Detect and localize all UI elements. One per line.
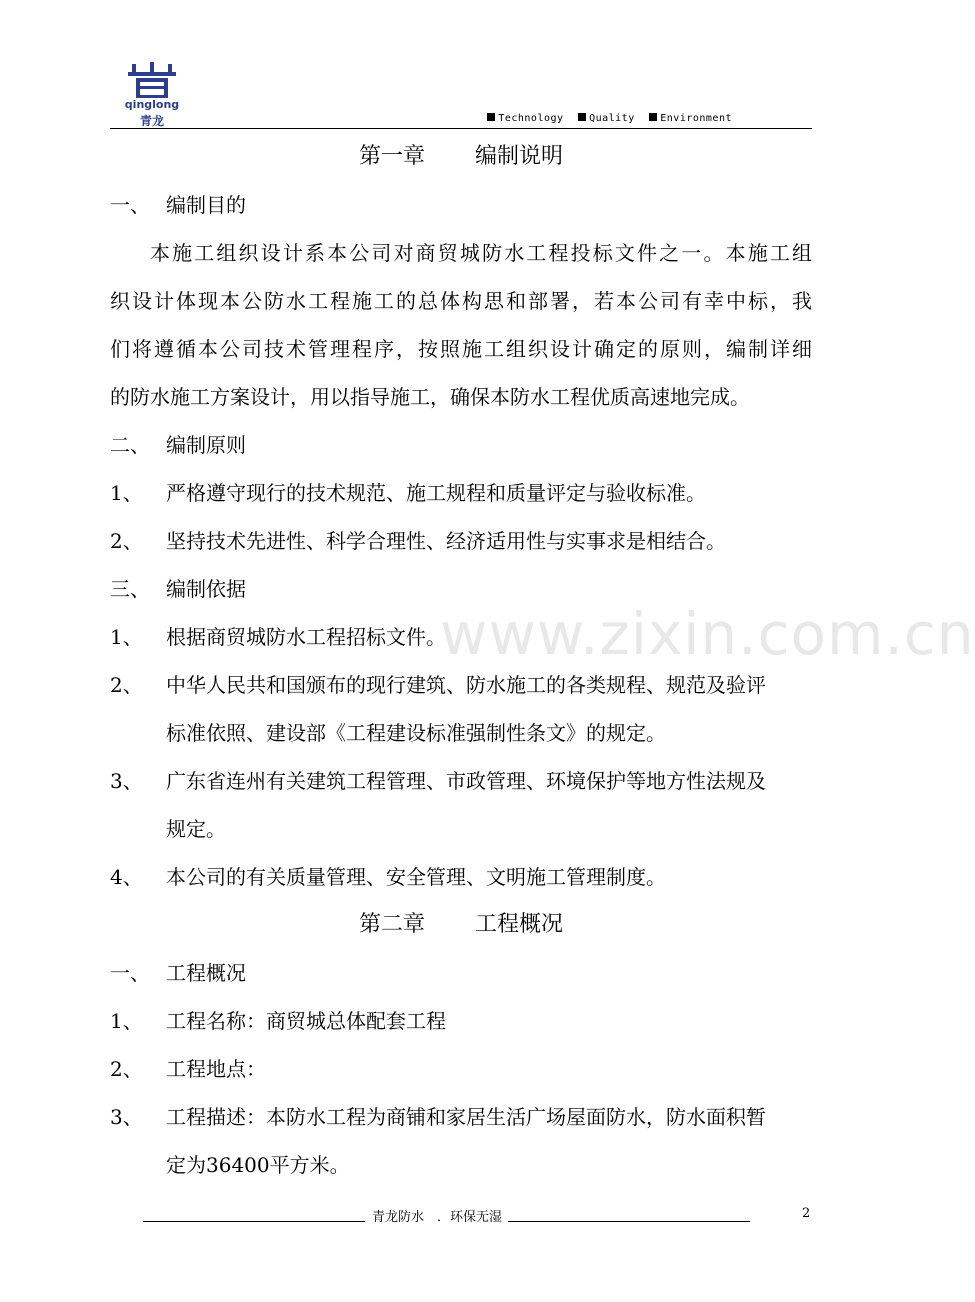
chapter-1-heading: 第一章 编制说明 [358, 144, 564, 169]
list-item: 1、 严格遵守现行的技术规范、施工规程和质量评定与验收标准。 [110, 481, 706, 505]
section-heading: 一、 工程概况 [110, 961, 246, 985]
footer-rule-left [143, 1221, 365, 1222]
logo-wordmark: qinglong [124, 98, 180, 111]
company-logo [104, 62, 200, 128]
list-item: 2、 中华人民共和国颁布的现行建筑、防水施工的各类规程、规范及验评 [110, 673, 766, 697]
footer-rule-right [508, 1221, 750, 1222]
section-heading: 一、 编制目的 [110, 193, 246, 217]
list-item: 2、 坚持技术先进性、科学合理性、经济适用性与实事求是相结合。 [110, 529, 726, 553]
header-tagline [487, 113, 740, 124]
list-item-continuation: 标准依照、建设部《工程建设标准强制性条文》的规定。 [166, 721, 666, 745]
paragraph-line: 们将遵循本公司技术管理程序，按照施工组织设计确定的原则，编制详细 [110, 337, 812, 361]
paragraph-line: 本施工组织设计系本公司对商贸城防水工程投标文件之一。本施工组 [150, 241, 812, 265]
tagline-item-quality: Quality [578, 113, 635, 124]
square-bullet-icon [649, 113, 657, 121]
list-item: 4、 本公司的有关质量管理、安全管理、文明施工管理制度。 [110, 865, 666, 889]
square-bullet-icon [578, 113, 586, 121]
list-item-continuation: 规定。 [166, 817, 226, 841]
paragraph-line: 的防水施工方案设计，用以指导施工，确保本防水工程优质高速地完成。 [110, 385, 750, 409]
square-bullet-icon [487, 113, 495, 121]
tagline-item-environment: Environment [649, 113, 732, 124]
list-item: 1、 工程名称：商贸城总体配套工程 [110, 1009, 446, 1033]
watermark: www.zixin.com.cn [440, 600, 975, 668]
page-number: 2 [802, 1206, 811, 1221]
footer-slogan: 青龙防水 ．环保无湿 [372, 1210, 503, 1225]
page-footer [0, 1206, 920, 1232]
list-item: 3、 工程描述：本防水工程为商铺和家居生活广场屋面防水，防水面积暂 [110, 1105, 766, 1129]
tagline-item-technology: Technology [487, 113, 563, 124]
list-item: 1、 根据商贸城防水工程招标文件。 [110, 625, 446, 649]
list-item-continuation: 定为36400平方米。 [166, 1153, 350, 1177]
section-heading: 二、 编制原则 [110, 433, 246, 457]
list-item: 3、 广东省连州有关建筑工程管理、市政管理、环境保护等地方性法规及 [110, 769, 766, 793]
logo-chinese-name: 青龙 [139, 114, 164, 128]
paragraph-line: 织设计体现本公防水工程施工的总体构思和部署，若本公司有幸中标，我 [110, 289, 812, 313]
list-item: 2、 工程地点： [110, 1057, 266, 1081]
qinglong-logo-icon [126, 62, 178, 100]
document-body [110, 133, 812, 1189]
section-heading: 三、 编制依据 [110, 577, 246, 601]
header-rule [110, 128, 812, 129]
chapter-2-heading: 第二章 工程概况 [358, 912, 564, 937]
